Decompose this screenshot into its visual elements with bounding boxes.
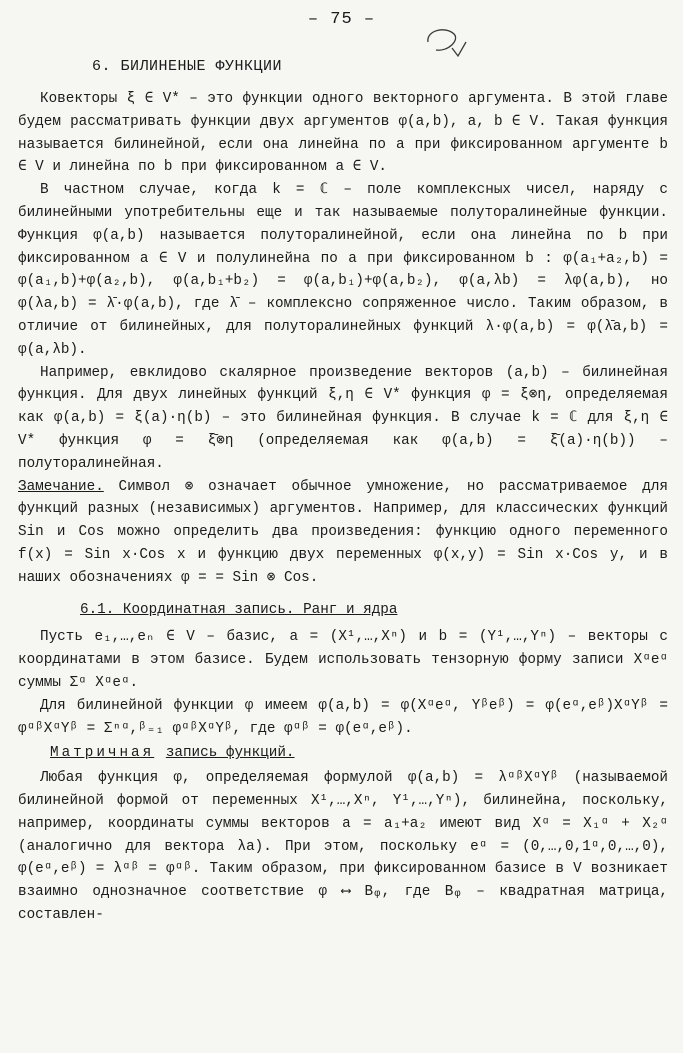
matrix-notation-title xyxy=(18,742,668,765)
section-title-text: 6.1. Координатная запись. Ранг и ядра xyxy=(80,601,398,618)
matrix-notation-title-b: запись функций. xyxy=(165,745,295,762)
paragraph-examples: Например, евклидово скалярное произведение векторов (a,b) – билинейная функция. Для двух линейных функций ξ,η ∈ V* функция φ = ξ⊗η, определяемая как φ(a,b) = ξ(a)·η(b) – это билинейная функция. В случае k = ℂ для ξ,η ∈ V* функция φ = ξ̄⊗η (определяемая как φ(a,b) = ξ̄(a)·η(b)) – полуторалинейная. xyxy=(18,364,668,472)
section-title xyxy=(18,599,668,622)
text-body xyxy=(18,88,668,927)
paragraph-bilinear-coords: Для билинейной функции φ имеем φ(a,b) = φ(Xᵅeᵅ, Yᵝeᵝ) = φ(eᵅ,eᵝ)XᵅYᵝ = φᵅᵝXᵅYᵝ = Σⁿᵅ,ᵝ₌₁ φᵅᵝXᵅYᵝ, где φᵅᵝ = φ(eᵅ,eᵝ). xyxy=(18,697,668,737)
page-number: – 75 – xyxy=(307,10,376,29)
chapter-title: 6. БИЛИНЕНЫЕ ФУНКЦИИ xyxy=(92,58,283,75)
paragraph-covectors: Ковекторы ξ ∈ V* – это функции одного векторного аргумента. В этой главе будем рассматривать функции двух аргументов φ(a,b), a, b ∈ V. Такая функция называется билинейной, если она линейна по a при фиксированном аргументе b ∈ V и линейна по b при фиксированном a ∈ V. xyxy=(18,91,668,176)
paragraph-sesquilinear: В частном случае, когда k = ℂ – поле комплексных чисел, наряду с билинейными употребительны еще и так называемые полуторалинейные функции. Функция φ(a,b) называется полуторалинейной, если она линейна по b при фиксированном a ∈ V и полулинейна по a при фиксированном b : φ(a₁+a₂,b) = φ(a₁,b)+φ(a₂,b), φ(a,b₁+b₂) = φ(a,b₁)+φ(a,b₂), φ(a,λb) = λφ(a,b), но φ(λa,b) = λ̄·φ(a,b), где λ̄ – комплексно сопряженное число. Таким образом, в отличие от билинейных, для полуторалинейных функций λ·φ(a,b) = φ(λ̄a,b) = φ(a,λb). xyxy=(18,182,668,358)
paragraph-basis: Пусть e₁,…,eₙ ∈ V – базис, a = (X¹,…,Xⁿ) и b = (Y¹,…,Yⁿ) – векторы с координатами в этом базисе. Будем использовать тензорную форму записи Xᵅeᵅ суммы Σᵅ Xᵅeᵅ. xyxy=(18,629,668,691)
paragraph-bilinear-form: Любая функция φ, определяемая формулой φ(a,b) = λᵅᵝXᵅYᵝ (называемой билинейной формой от переменных X¹,…,Xⁿ, Y¹,…,Yⁿ), билинейна, поскольку, например, координаты суммы векторов a = a₁+a₂ имеют вид Xᵅ = X₁ᵅ + X₂ᵅ (аналогично для вектора λa). При этом, поскольку eᵅ = (0,…,0,1ᵅ,0,…,0), φ(eᵅ,eᵝ) = λᵅᵝ = φᵅᵝ. Таким образом, при фиксированном базисе в V возникает взаимно однозначное соответствие φ ⟷ Bᵩ, где Bᵩ – квадратная матрица, составлен- xyxy=(18,770,668,923)
remark-text: Символ ⊗ означает обычное умножение, но рассматриваемое для функций разных (независимых) аргументов. Например, для классических функций Sin и Cos можно определить два произведения: функцию одного переменного f(x) = Sin x·Cos x и функцию двух переменных φ(x,y) = Sin x·Cos y, и в наших обозначениях φ = = Sin ⊗ Cos. xyxy=(18,478,668,586)
paragraph-remark xyxy=(18,476,668,590)
matrix-notation-title-a: Матричная xyxy=(50,745,155,762)
remark-label: Замечание. xyxy=(18,478,104,495)
handwritten-mark-icon xyxy=(418,22,478,62)
